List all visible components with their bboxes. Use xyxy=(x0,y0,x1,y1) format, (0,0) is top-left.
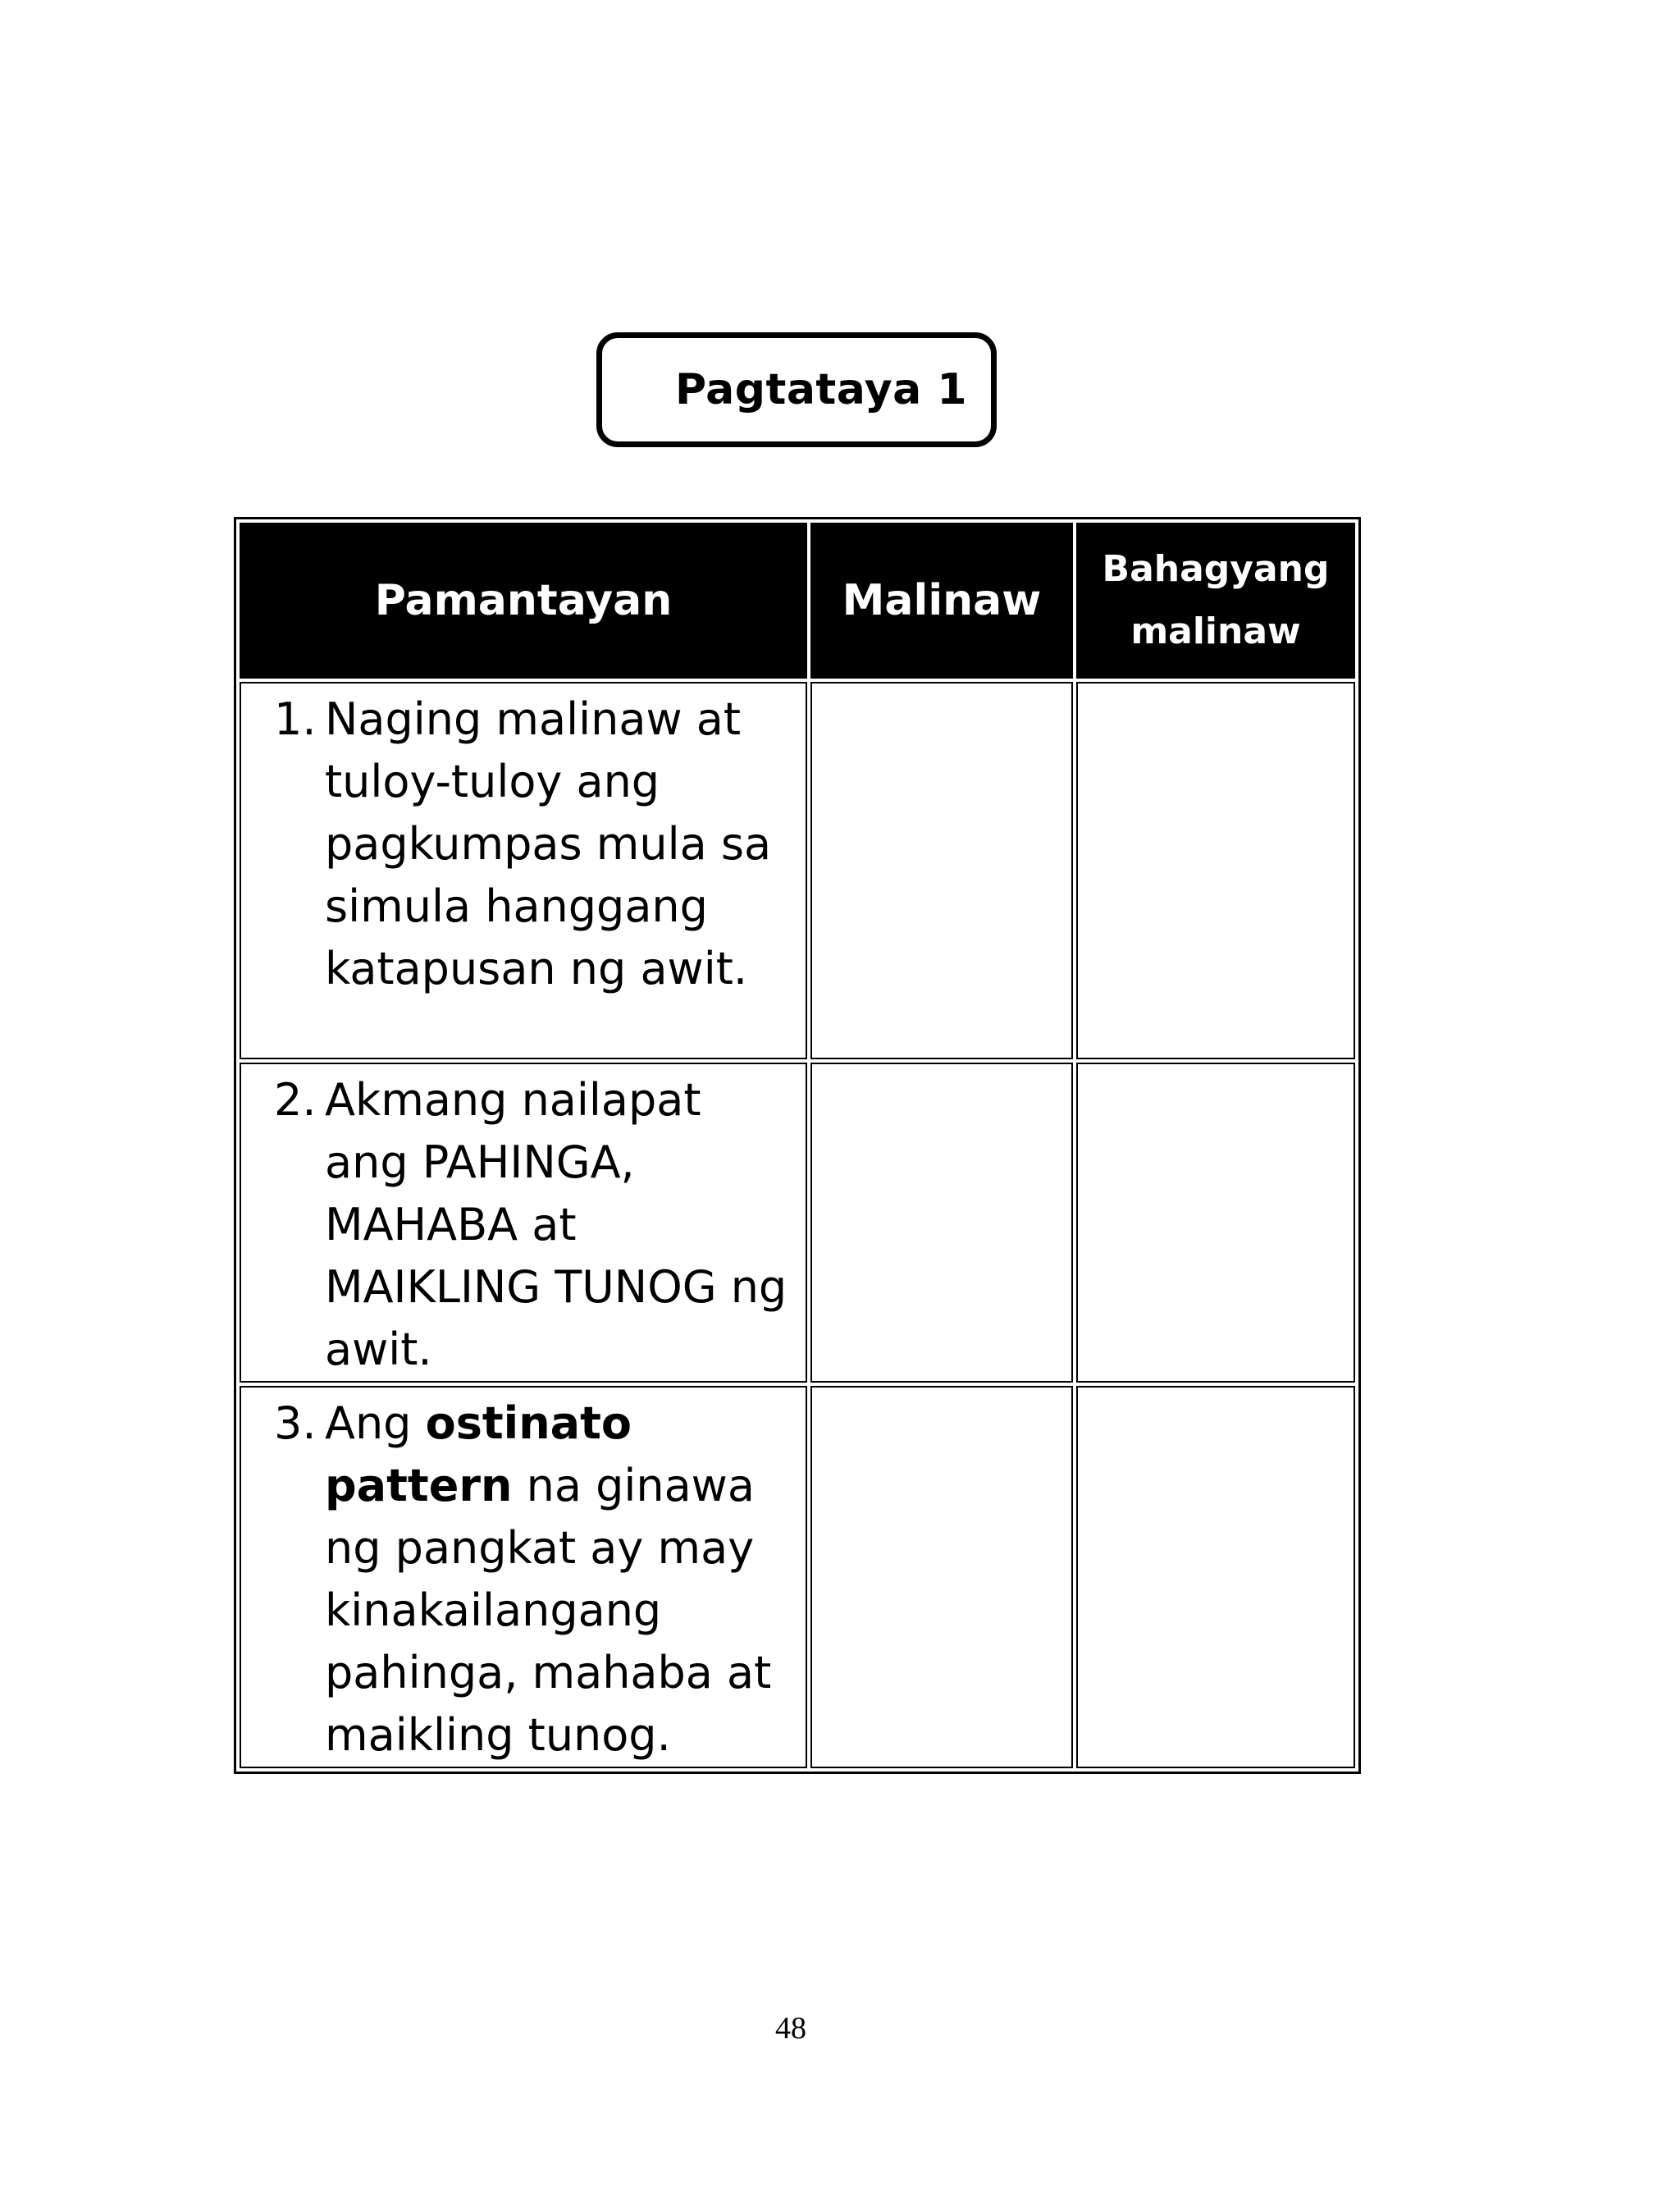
malinaw-cell[interactable] xyxy=(810,1386,1073,1768)
criterion-text-bold: ostinato pattern xyxy=(325,1397,632,1511)
bahagyang-malinaw-cell[interactable] xyxy=(1076,682,1355,1059)
table-row xyxy=(240,1063,1355,1383)
bahagyang-malinaw-cell[interactable] xyxy=(1076,1386,1355,1768)
title-box xyxy=(596,332,997,447)
header-malinaw: Malinaw xyxy=(810,523,1073,679)
table-row xyxy=(240,682,1355,1059)
page-title: Pagtataya 1 xyxy=(674,365,968,414)
bahagyang-malinaw-cell[interactable] xyxy=(1076,1063,1355,1383)
criterion-text: Naging malinaw at tuloy-tuloy ang pagkumpas mula sa simula hanggang katapusan ng awit. xyxy=(325,693,772,994)
criterion-cell xyxy=(240,682,807,1059)
malinaw-cell[interactable] xyxy=(810,682,1073,1059)
header-row xyxy=(240,523,1355,679)
criterion-text-after: na ginawa ng pangkat ay may kinakailangang pahinga, mahaba at maikling tunog. xyxy=(325,1460,772,1761)
header-pamantayan: Pamantayan xyxy=(240,523,807,679)
criterion-number: 3. xyxy=(274,1397,317,1449)
criterion-text-before: Ang xyxy=(325,1397,412,1449)
criterion-number: 1. xyxy=(274,693,317,745)
table-row xyxy=(240,1386,1355,1768)
header-bahagyang-malinaw: Bahagyang malinaw xyxy=(1076,523,1355,679)
page-number: 48 xyxy=(775,2011,806,2046)
criterion-text: Akmang nailapat ang PAHINGA, MAHABA at MAIKLING TUNOG ng awit. xyxy=(325,1074,788,1375)
criterion-text xyxy=(325,1392,797,1767)
malinaw-cell[interactable] xyxy=(810,1063,1073,1383)
criterion-number: 2. xyxy=(274,1074,317,1126)
rubric-table xyxy=(234,517,1361,1774)
criterion-cell xyxy=(240,1063,807,1383)
criterion-cell xyxy=(240,1386,807,1768)
